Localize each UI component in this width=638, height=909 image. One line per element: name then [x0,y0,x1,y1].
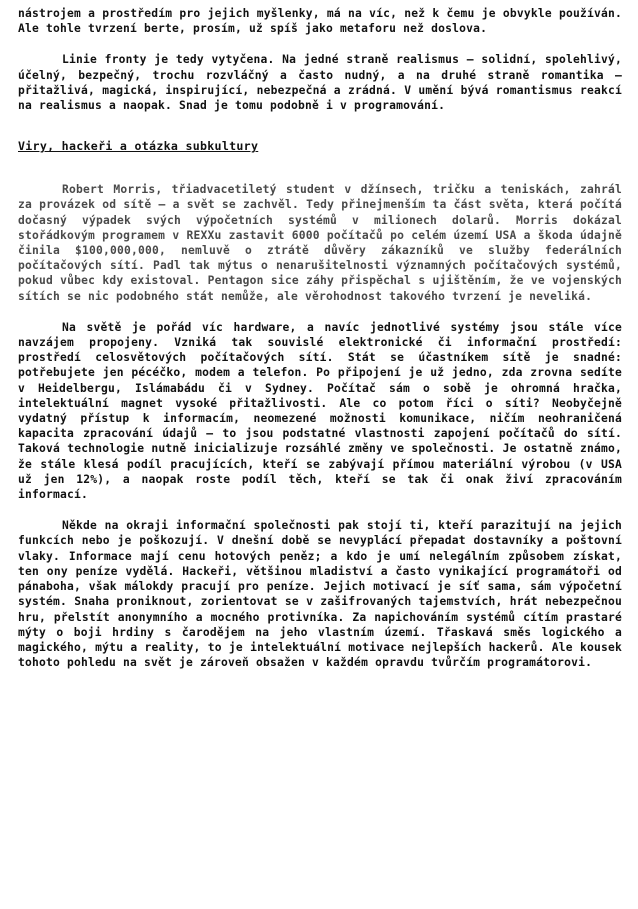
paragraph-2: Linie fronty je tedy vytyčena. Na jedné straně realismus – solidní, spolehlivý, účelný, bezpečný, trochu rozvláčný a často nudný, a na druhé straně romantika – přitažlivá, magická, inspirující, nebezpečná a zrádná. V umění bývá romantismus reakcí na realismus a naopak. Snad je tomu podobně i v programování. [18,53,622,113]
paragraph-5: Někde na okraji informační společnosti pak stojí ti, kteří parazitují na jejich funkcích nebo je poškozují. V dnešní době se nevyplácí přepadat dostavníky a poštovní vlaky. Informace mají cenu hotových peněz; a kdo je umí nelegálním způsobem získat, ten ony peníze vydělá. Hackeři, většinou mladiství a často vynikající programátoři od pánaboha, však málokdy pracují pro peníze. Jejich motivací je síť sama, sám výpočetní systém. Snaha proniknout, zorientovat se v zašifrovaných tajemstvích, hrát nebezpečnou hru, přelstít anonymního a mocného protivníka. Za napichováním systémů cítím prastaré mýty o boji hrdiny s čarodějem na jeho vlastním území. Třaskavá směs logického a magického, mýtu a reality, to je intelektuální motivace nejlepších hackerů. Ale kousek tohoto pohledu na svět je zároveň obsažen v každém opravdu tvůrčím programátorovi. [18,519,622,670]
document-body [18,6,622,686]
section-heading: Viry, hackeři a otázka subkultury [18,139,259,154]
section-heading-wrap [18,129,622,168]
paragraph-1: nástrojem a prostředím pro jejich myšlenky, má na víc, než k čemu je obvykle používán. Ale tohle tvrzení berte, prosím, už spíš jako metaforu než doslova. [18,7,622,36]
paragraph-3: Robert Morris, třiadvacetiletý student v džínsech, tričku a teniskách, zahrál za provázek od sítě – a svět se zachvěl. Tedy přinejmenším ta část světa, která počítá dočasný výpadek svých výpočetních systémů v milionech dolarů. Morris dokázal stořádkovým programem v REXXu zastavit 6000 počítačů po celém území USA a škoda údajně činila $100,000,000, nemluvě o ztrátě důvěry zákazníků ve služby federálních počítačových sítí. Padl tak mýtus o nenarušitelnosti významných počítačových systémů, pokud vůbec kdy existoval. Pentagon sice záhy přispěchal s ujištěním, že ve vojenských sítích se nic podobného stát nemůže, ale věrohodnost takového tvrzení je neveliká. [18,183,622,303]
paragraph-4: Na světě je pořád víc hardware, a navíc jednotlivé systémy jsou stále více navzájem propojeny. Vzniká tak souvislé elektronické či informační prostředí: prostředí celosvětových počítačových sítí. Stát se účastníkem sítě je snadné: potřebujete jen pécéčko, modem a telefon. Po připojení je už jedno, zda zrovna sedíte v Heidelbergu, Islámabádu či v Sydney. Počítač sám o sobě je ohromná hračka, intelektuální magnet vysoké přitažlivosti. Ale co potom říci o síti? Neobyčejně vydatný přístup k informacím, neomezené možnosti komunikace, ničím neohraničená kapacita zpracování údajů – to jsou podstatné vlastnosti zapojení počítačů do sítí. Taková technologie nutně inicializuje rozsáhlé změny ve společnosti. Je ostatně známo, že stále klesá podíl pracujících, kteří se zabývají přímou materiální výrobou (v USA už jen 12%), a naopak roste podíl těch, kteří se tak či onak živí zpracováním informací. [18,320,622,502]
